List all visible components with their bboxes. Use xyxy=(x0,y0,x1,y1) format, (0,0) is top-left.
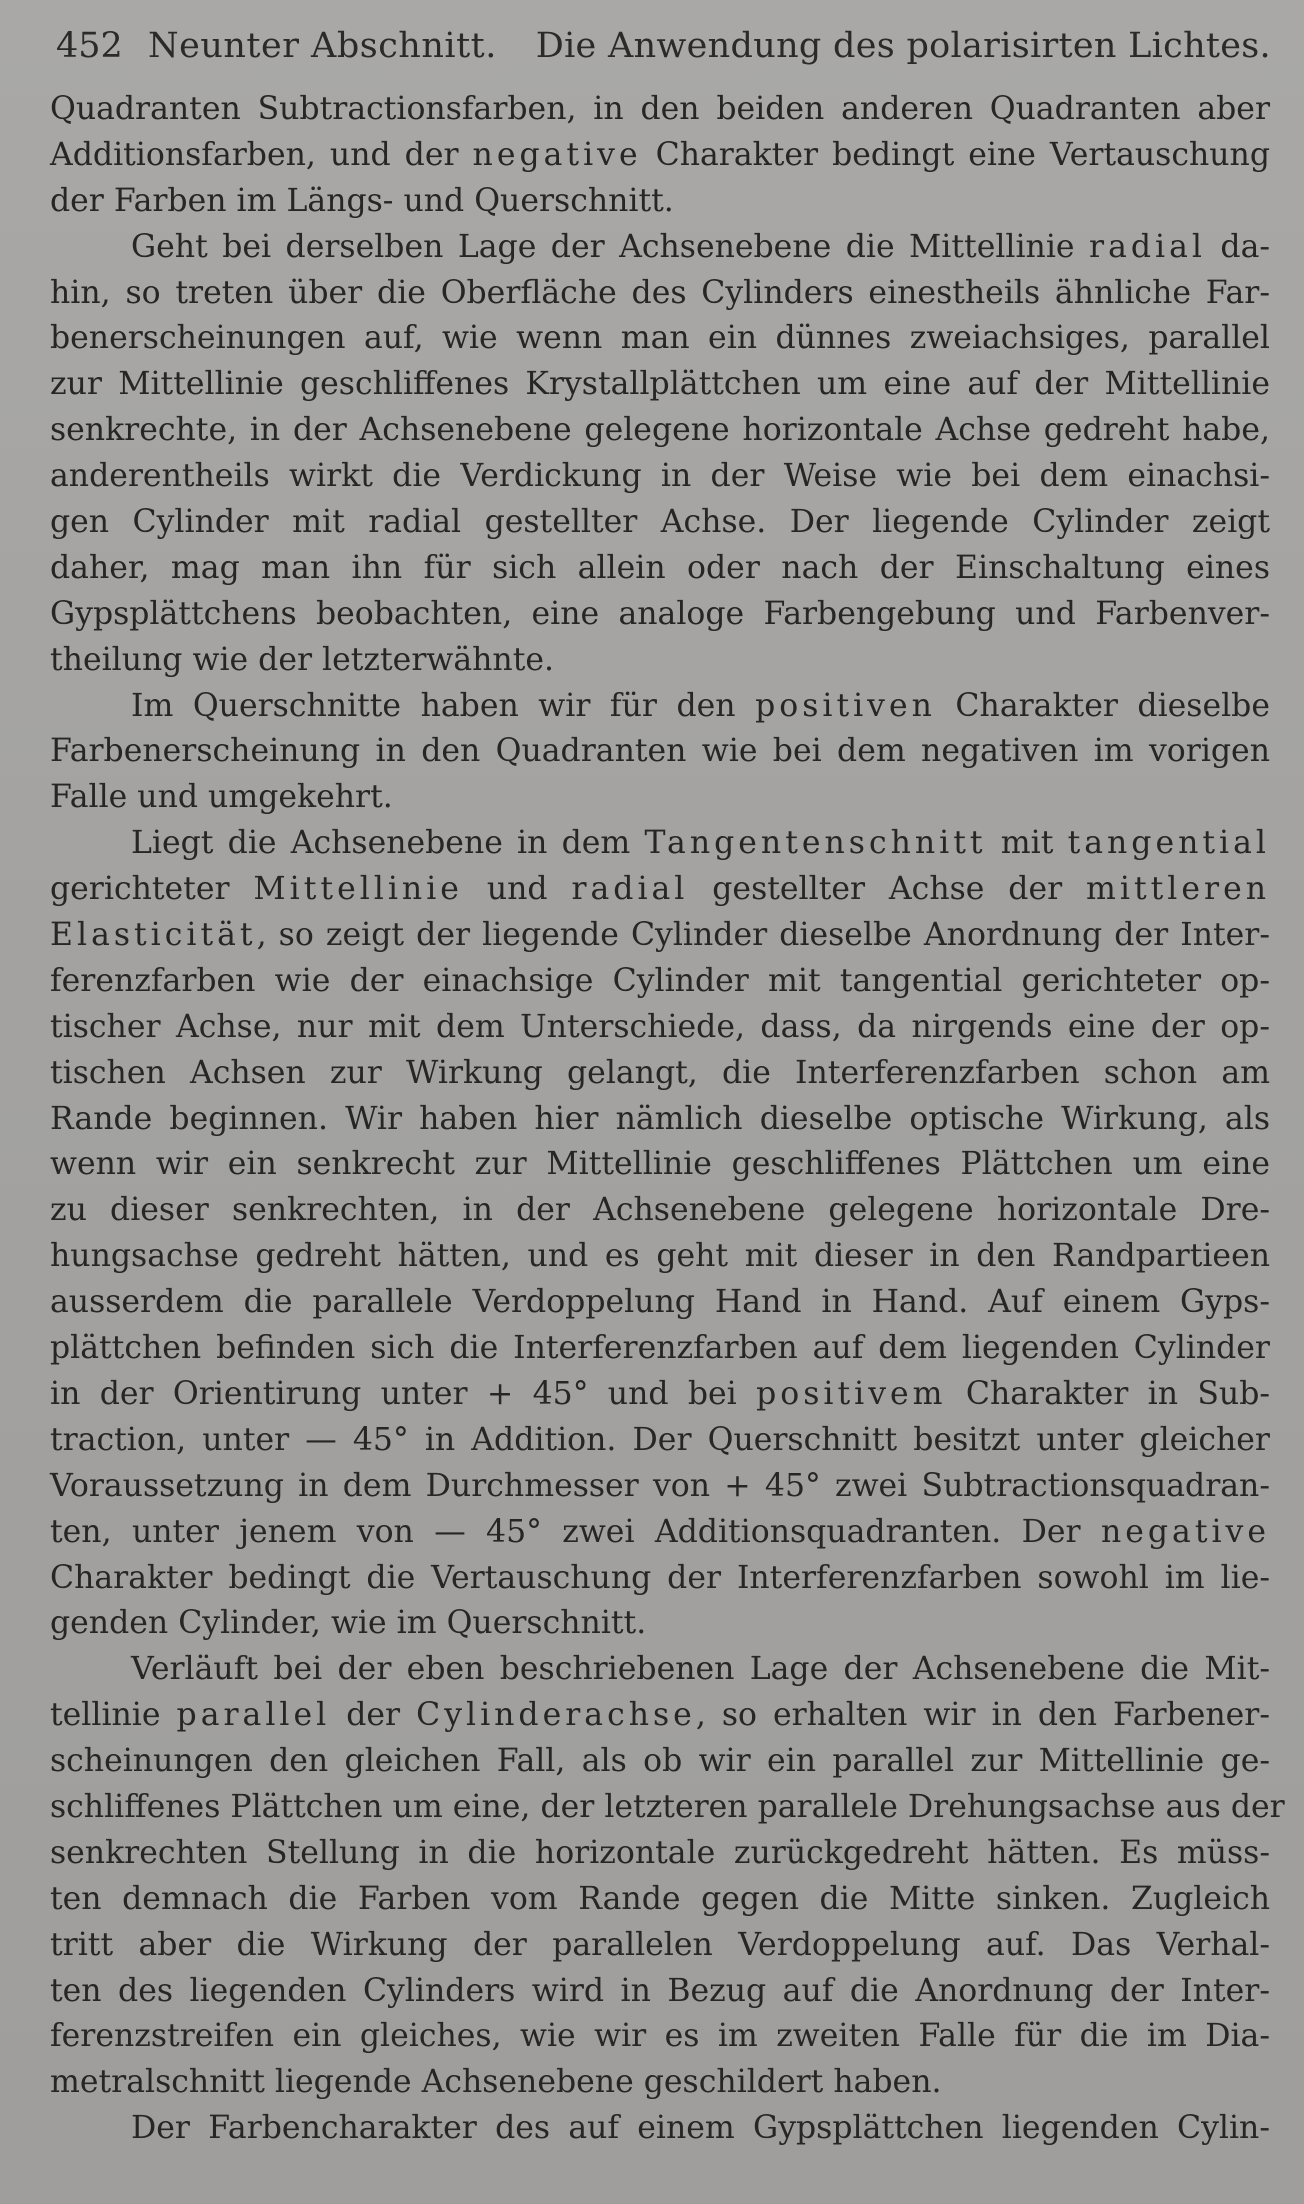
text-line xyxy=(50,1280,1270,1326)
text-segment: zur Mittellinie geschliffenes Krystallplättchen um eine auf der Mittellinie xyxy=(50,366,1270,403)
text-segment: gen Cylinder mit radial gestellter Achse. Der liegende Cylinder zeigt xyxy=(50,504,1270,541)
text-line xyxy=(50,1831,1270,1877)
text-line xyxy=(50,1601,1270,1647)
running-head xyxy=(56,20,1271,72)
text-line xyxy=(50,1647,1270,1693)
text-line xyxy=(50,1510,1270,1556)
text-line xyxy=(50,454,1270,500)
text-line xyxy=(50,2060,1270,2106)
text-line xyxy=(50,271,1270,317)
text-line xyxy=(50,959,1270,1005)
text-line xyxy=(50,913,1270,959)
text-segment: tritt aber die Wirkung der parallelen Verdoppelung auf. Das Verhal- xyxy=(50,1926,1270,1963)
text-segment: daher, mag man ihn für sich allein oder nach der Einschaltung eines xyxy=(50,549,1270,586)
text-segment: Additionsfarben, und der xyxy=(50,136,473,173)
text-segment: der Farben im Längs- und Querschnitt. xyxy=(50,182,674,219)
text-line xyxy=(50,316,1270,362)
emphasized-text: negative xyxy=(1100,1513,1270,1550)
text-segment: Gypsplättchens beobachten, eine analoge Farbengebung und Farbenver- xyxy=(50,595,1270,632)
text-segment: senkrechte, in der Achsenebene gelegene horizontale Achse gedreht habe, xyxy=(50,412,1270,449)
text-segment: Rande beginnen. Wir haben hier nämlich dieselbe optische Wirkung, als xyxy=(50,1100,1270,1137)
text-segment: ferenzstreifen ein gleiches, wie wir es im zweiten Falle für die im Dia- xyxy=(50,2018,1270,2055)
text-segment: , so erhalten wir in den Farbener- xyxy=(695,1697,1270,1734)
text-segment: ten, unter jenem von — 45° zwei Additionsquadranten. Der xyxy=(50,1513,1101,1550)
text-segment: gestellter Achse der xyxy=(688,871,1087,908)
text-line xyxy=(50,1785,1285,1831)
text-segment: zu dieser senkrechten, in der Achsenebene gelegene horizontale Dre- xyxy=(50,1192,1270,1229)
emphasized-text: Tangentenschnitt xyxy=(644,825,987,862)
text-segment: schliffenes Plättchen um eine, der letzteren parallele Drehungsachse aus der xyxy=(50,1788,1285,1825)
text-line xyxy=(50,133,1270,179)
text-segment: mit xyxy=(986,825,1068,862)
text-line xyxy=(50,408,1270,454)
text-line xyxy=(50,1372,1270,1418)
text-line xyxy=(50,1097,1270,1143)
text-segment: der xyxy=(330,1697,417,1734)
text-segment: tischen Achsen zur Wirkung gelangt, die Interferenzfarben schon am xyxy=(50,1054,1270,1091)
text-line xyxy=(50,1693,1270,1739)
text-segment: Charakter dieselbe xyxy=(935,687,1270,724)
emphasized-text: tangential xyxy=(1067,825,1270,862)
emphasized-text: parallel xyxy=(176,1697,331,1734)
text-line xyxy=(50,729,1270,775)
text-segment: Geht bei derselben Lage der Achsenebene die Mittellinie xyxy=(131,228,1090,265)
text-segment: wenn wir ein senkrecht zur Mittellinie geschliffenes Plättchen um eine xyxy=(50,1146,1270,1183)
chapter-title: Neunter Abschnitt. xyxy=(148,26,497,66)
text-segment: Falle und umgekehrt. xyxy=(50,779,393,816)
text-segment: in der Orientirung unter + 45° und bei xyxy=(50,1375,757,1412)
text-line xyxy=(50,1326,1270,1372)
text-line xyxy=(50,1418,1270,1464)
section-title: Die Anwendung des polarisirten Lichtes. xyxy=(535,26,1271,66)
emphasized-text: Mittellinie xyxy=(253,871,463,908)
emphasized-text: positiven xyxy=(755,687,936,724)
text-line xyxy=(50,362,1270,408)
text-line xyxy=(50,1739,1270,1785)
text-line xyxy=(50,1188,1270,1234)
text-segment: Voraussetzung in dem Durchmesser von + 45° zwei Subtractionsquadran- xyxy=(50,1467,1270,1504)
text-line xyxy=(50,592,1270,638)
text-line xyxy=(50,1234,1270,1280)
text-segment: Im Querschnitte haben wir für den xyxy=(131,687,756,724)
emphasized-text: positivem xyxy=(756,1375,947,1412)
text-segment: hin, so treten über die Oberfläche des Cylinders einestheils ähnliche Far- xyxy=(50,274,1270,311)
text-segment: Quadranten Subtractionsfarben, in den beiden anderen Quadranten aber xyxy=(50,91,1270,127)
emphasized-text: Cylinderachse xyxy=(416,1697,696,1734)
text-segment: Der Farbencharakter des auf einem Gypsplättchen liegenden Cylin- xyxy=(131,2110,1270,2147)
emphasized-text: radial xyxy=(571,871,689,908)
text-segment: anderentheils wirkt die Verdickung in der Weise wie bei dem einachsi- xyxy=(50,458,1270,495)
page-number: 452 xyxy=(56,26,123,66)
text-line xyxy=(50,1051,1270,1097)
text-segment: Charakter bedingt die Vertauschung der Interferenzfarben sowohl im lie- xyxy=(50,1559,1270,1596)
text-line xyxy=(50,1877,1270,1923)
text-segment: traction, unter — 45° in Addition. Der Querschnitt besitzt unter gleicher xyxy=(50,1421,1270,1458)
text-line xyxy=(50,1556,1270,1602)
text-line xyxy=(50,1464,1270,1510)
text-segment: tischer Achse, nur mit dem Unterschiede, dass, da nirgends eine der op- xyxy=(50,1008,1270,1045)
text-segment: da- xyxy=(1205,228,1270,265)
text-line xyxy=(50,821,1270,867)
text-segment: metralschnitt liegende Achsenebene geschildert haben. xyxy=(50,2064,942,2101)
text-line xyxy=(50,1005,1270,1051)
text-segment: ten demnach die Farben vom Rande gegen die Mitte sinken. Zugleich xyxy=(50,1880,1270,1917)
text-segment: ausserdem die parallele Verdoppelung Hand in Hand. Auf einem Gyps- xyxy=(50,1284,1270,1321)
text-segment: benerscheinungen auf, wie wenn man ein dünnes zweiachsiges, parallel xyxy=(50,320,1270,357)
emphasized-text: radial xyxy=(1089,228,1206,265)
text-line xyxy=(50,1969,1270,2015)
text-segment: tellinie xyxy=(50,1697,177,1734)
text-line xyxy=(50,638,1270,684)
text-line xyxy=(50,546,1270,592)
emphasized-text: mittleren xyxy=(1086,871,1271,908)
text-line xyxy=(50,2106,1270,2152)
text-segment: theilung wie der letzterwähnte. xyxy=(50,641,555,678)
text-line xyxy=(50,684,1270,730)
text-segment: Charakter in Sub- xyxy=(946,1375,1271,1412)
text-line xyxy=(50,775,1270,821)
emphasized-text: Elasticität xyxy=(50,917,257,954)
text-segment: Charakter bedingt eine Vertauschung xyxy=(641,136,1271,173)
text-segment: und xyxy=(462,871,572,908)
text-segment: scheinungen den gleichen Fall, als ob wir ein parallel zur Mittellinie ge- xyxy=(50,1743,1270,1780)
emphasized-text: negative xyxy=(472,136,642,173)
body-text xyxy=(50,87,1285,2152)
text-segment: , so zeigt der liegende Cylinder dieselbe Anordnung der Inter- xyxy=(256,917,1270,954)
text-segment: ten des liegenden Cylinders wird in Bezug auf die Anordnung der Inter- xyxy=(50,1972,1270,2009)
text-segment: hungsachse gedreht hätten, und es geht mit dieser in den Randpartieen xyxy=(50,1238,1270,1275)
text-segment: Liegt die Achsenebene in dem xyxy=(131,825,645,862)
text-line xyxy=(50,225,1270,271)
text-line xyxy=(50,179,1270,225)
text-line xyxy=(50,867,1270,913)
text-segment: Farbenerscheinung in den Quadranten wie bei dem negativen im vorigen xyxy=(50,733,1270,770)
text-segment: gerichteter xyxy=(50,871,254,908)
text-line xyxy=(50,500,1270,546)
text-line xyxy=(50,1923,1270,1969)
text-line xyxy=(50,1142,1270,1188)
text-segment: genden Cylinder, wie im Querschnitt. xyxy=(50,1605,647,1642)
text-segment: ferenzfarben wie der einachsige Cylinder mit tangential gerichteter op- xyxy=(50,962,1270,999)
text-segment: Verläuft bei der eben beschriebenen Lage der Achsenebene die Mit- xyxy=(131,1651,1270,1688)
text-segment: senkrechten Stellung in die horizontale zurückgedreht hätten. Es müss- xyxy=(50,1834,1270,1871)
text-line xyxy=(50,2014,1270,2060)
text-segment: plättchen befinden sich die Interferenzfarben auf dem liegenden Cylinder xyxy=(50,1330,1270,1367)
text-line xyxy=(50,87,1270,133)
